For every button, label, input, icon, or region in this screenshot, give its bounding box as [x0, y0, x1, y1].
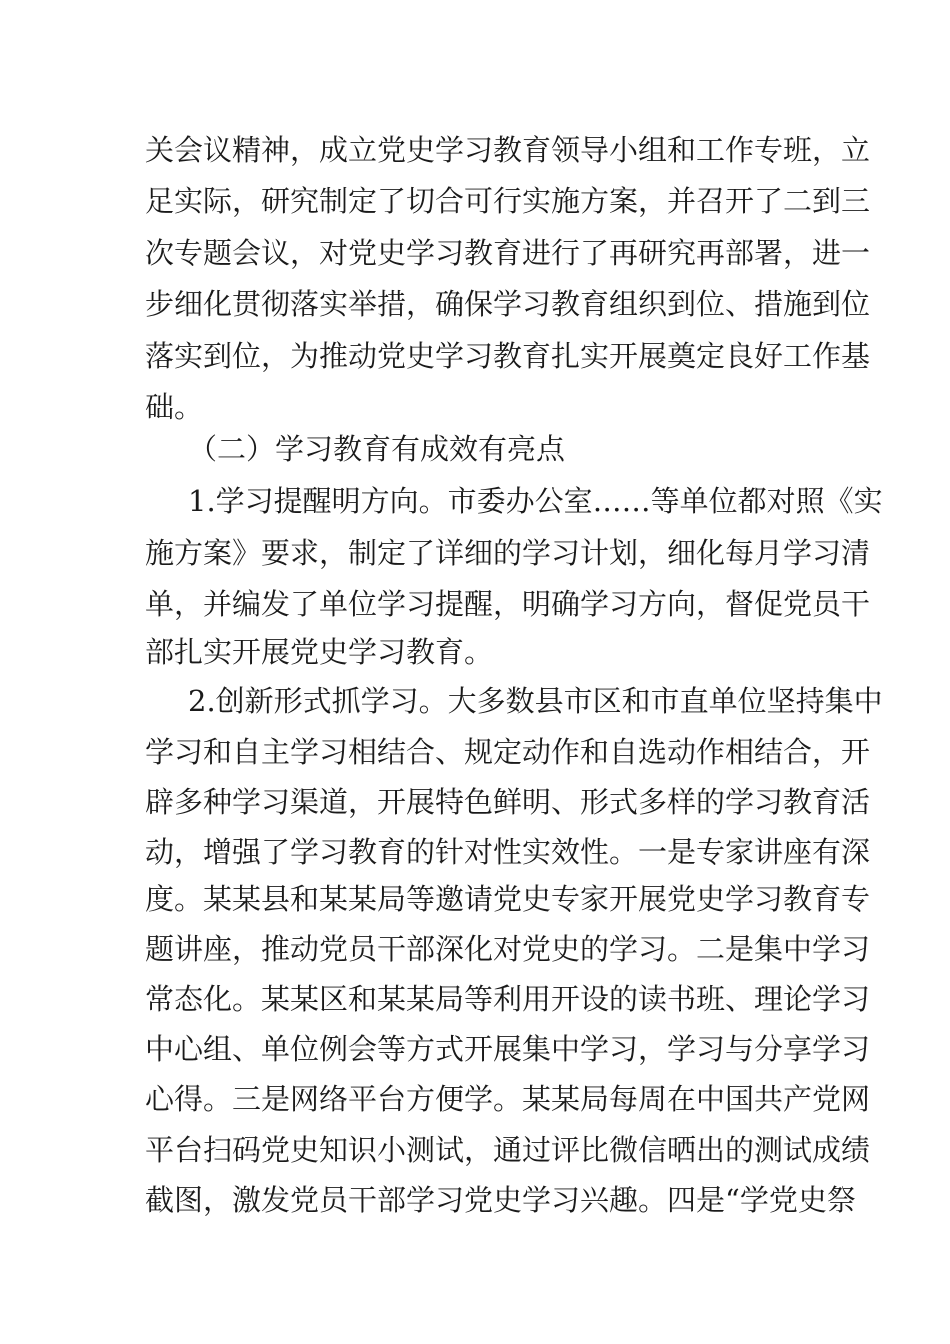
- text-line: 平台扫码党史知识小测试，通过评比微信晒出的测试成绩: [145, 1133, 871, 1167]
- text-line: 础。: [145, 390, 204, 424]
- text-line: 足实际，研究制定了切合可行实施方案，并召开了二到三: [145, 184, 871, 218]
- text-line: 关会议精神，成立党史学习教育领导小组和工作专班，立: [145, 133, 871, 167]
- text-line: 截图，激发党员干部学习党史学习兴趣。四是“学党史祭: [145, 1183, 856, 1217]
- text-line: 常态化。某某区和某某局等利用开设的读书班、理论学习: [145, 982, 871, 1016]
- text-line: 单，并编发了单位学习提醒，明确学习方向，督促党员干: [145, 587, 871, 621]
- text-line: 动，增强了学习教育的针对性实效性。一是专家讲座有深: [145, 835, 871, 869]
- text-line: 度。某某县和某某局等邀请党史专家开展党史学习教育专: [145, 882, 871, 916]
- section-heading: （二）学习教育有成效有亮点: [188, 432, 566, 466]
- paragraph-first-line: 2.创新形式抓学习。大多数县市区和市直单位坚持集中: [188, 684, 883, 718]
- text-line: 施方案》要求，制定了详细的学习计划，细化每月学习清: [145, 536, 871, 570]
- text-line: 心得。三是网络平台方便学。某某局每周在中国共产党网: [145, 1082, 871, 1116]
- text-line: 步细化贯彻落实举措，确保学习教育组织到位、措施到位: [145, 287, 871, 321]
- paragraph-first-line: 1.学习提醒明方向。市委办公室……等单位都对照《实: [188, 484, 883, 518]
- text-line: 学习和自主学习相结合、规定动作和自选动作相结合，开: [145, 735, 871, 769]
- text-line: 中心组、单位例会等方式开展集中学习，学习与分享学习: [145, 1032, 871, 1066]
- text-line: 次专题会议，对党史学习教育进行了再研究再部署，进一: [145, 236, 871, 270]
- text-line: 部扎实开展党史学习教育。: [145, 635, 494, 669]
- text-line: 落实到位，为推动党史学习教育扎实开展奠定良好工作基: [145, 339, 871, 373]
- text-line: 辟多种学习渠道，开展特色鲜明、形式多样的学习教育活: [145, 785, 871, 819]
- text-line: 题讲座，推动党员干部深化对党史的学习。二是集中学习: [145, 932, 871, 966]
